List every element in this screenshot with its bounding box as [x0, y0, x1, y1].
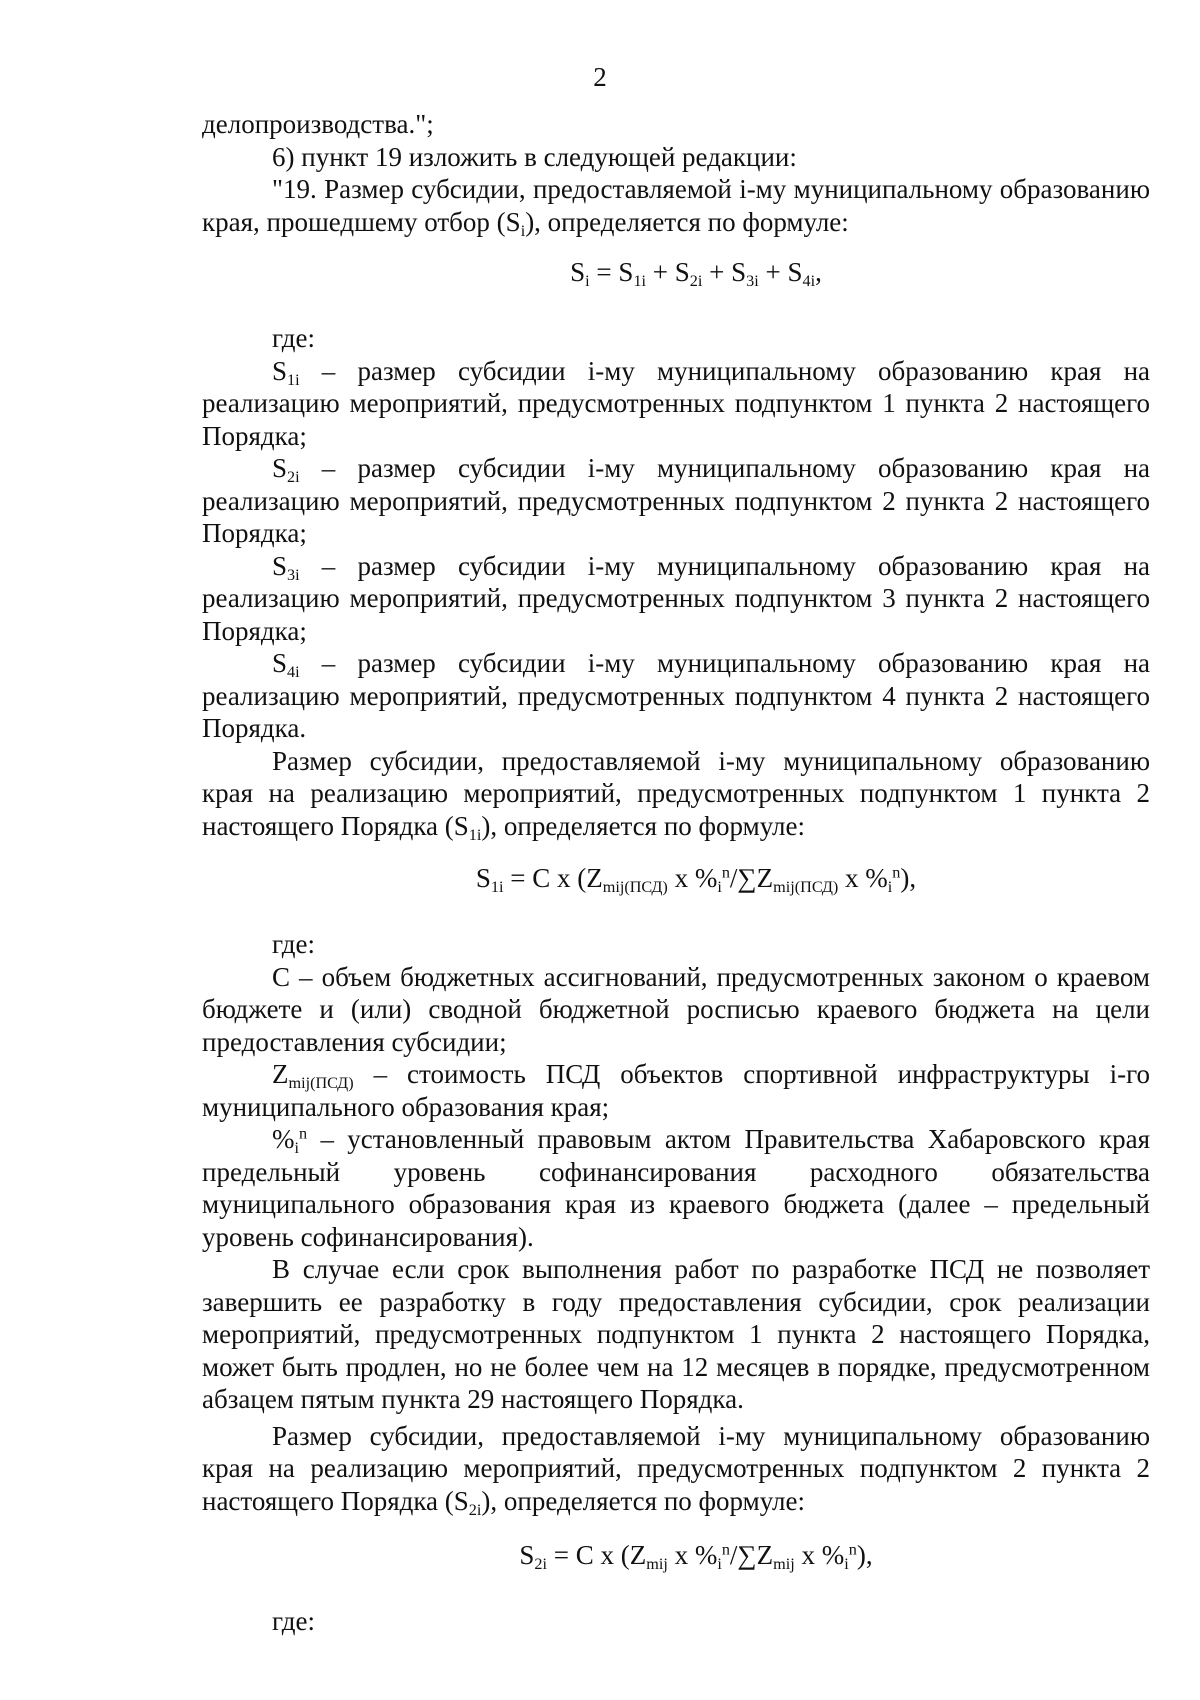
where-label-3: где: [272, 1606, 315, 1636]
definition-s4: $S_{4i}$ – размер субсидии i-му муниципальному образованию края на реализацию мероприятий, предусмотренных подпунктом 4 пункта 2 настоящего Порядка. [202, 648, 1150, 743]
document-body [202, 108, 1150, 1638]
paragraph-line-1: делопроизводства."; [202, 109, 434, 139]
paragraph-s1i-size: Размер субсидии, предоставляемой i-му муниципальному образованию края на реализацию мероприятий, предусмотренных подпунктом 1 пункта 2 настоящего Порядка $(S_{1i})$, определяется по формуле: [202, 745, 1150, 844]
definition-c: C – объем бюджетных ассигнований, предусмотренных законом о краевом бюджете и (или) сводной бюджетной росписью краевого бюджета на цели предоставления субсидии; [202, 961, 1150, 1057]
definition-s2: $S_{2i}$ – размер субсидии i-му муниципальному образованию края на реализацию мероприятий, предусмотренных подпунктом 2 пункта 2 настоящего Порядка; [202, 453, 1150, 548]
definition-z: $Z_{mij(ПСД)}$ – стоимость ПСД объектов спортивной инфраструктуры i-го муниципального образования края; [202, 1059, 1150, 1122]
formula-total-subsidy: $S_i = S_{1i} + S_{2i} + S_{3i} + S_{4i}$, [570, 257, 822, 290]
paragraph-item-6: 6) пункт 19 изложить в следующей редакции: [272, 141, 797, 172]
definition-percent: $\%_i^n$ – установленный правовым актом Правительства Хабаровского края предельный уровень софинансирования расходного обязательства муниципального образования края из краевого бюджета (далее – предельный уровень софинансирования). [202, 1124, 1150, 1252]
formula-s1i: $S_{1i} = C$ x ($Z_{mij(ПСД)}$ x $\%_i^n/\sum Z_{mij(ПСД)}$ x $\%_i^n$), [475, 863, 917, 896]
definition-s1: $S_{1i}$ – размер субсидии i-му муниципальному образованию края на реализацию мероприятий, предусмотренных подпунктом 1 пункта 2 настоящего Порядка; [202, 355, 1150, 451]
paragraph-extension: В случае если срок выполнения работ по разработке ПСД не позволяет завершить ее разработку в году предоставления субсидии, срок реализации мероприятий, предусмотренных подпунктом 1 пункта 2 настоящего Порядка, может быть продлен, но не более чем на 12 месяцев в порядке, предусмотренном абзацем пятым пункта 29 настоящего Порядка. [202, 1254, 1150, 1414]
where-label-1: где: [272, 323, 315, 353]
where-label-2: где: [272, 929, 315, 959]
page-number: 2 [593, 62, 607, 92]
definition-s3: $S_{3i}$ – размер субсидии i-му муниципальному образованию края на реализацию мероприятий, предусмотренных подпунктом 3 пункта 2 настоящего Порядка; [202, 550, 1150, 646]
paragraph-s2i-size: Размер субсидии, предоставляемой i-му муниципальному образованию края на реализацию мероприятий, предусмотренных подпунктом 2 пункта 2 настоящего Порядка $(S_{2i})$, определяется по формуле: [202, 1420, 1150, 1519]
formula-s2i: $S_{2i} = C$ x ($Z_{mij}$ x $\%_i^n/\sum Z_{mij}$ x $\%_i^n$), [519, 1540, 873, 1573]
paragraph-item-19: "19. Размер субсидии, предоставляемой i-му муниципальному образованию края, прошедшему отбор $(S_i)$, определяется по формуле: [202, 174, 1150, 240]
